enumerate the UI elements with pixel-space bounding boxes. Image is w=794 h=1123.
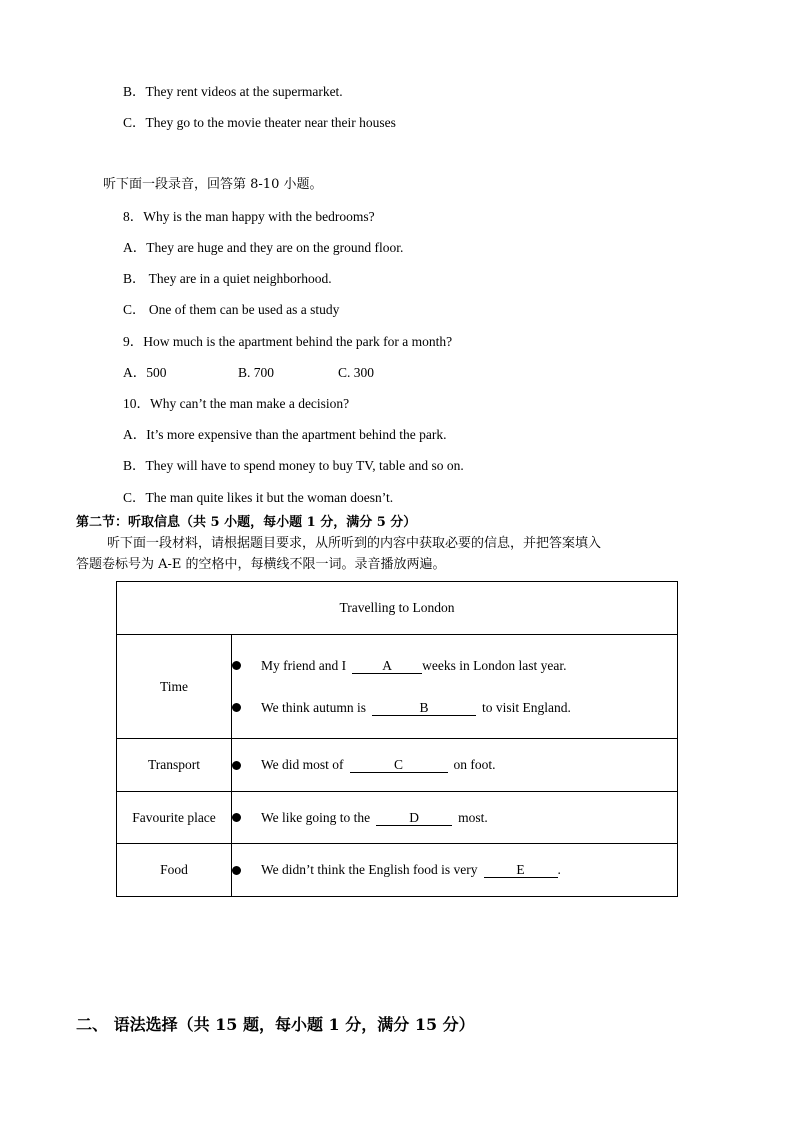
answer-blank-d[interactable]: D [376, 810, 452, 826]
q8-question: 8．Why is the man happy with the bedrooms? [123, 209, 375, 224]
table-row-time [117, 635, 678, 739]
row-label-time: Time [117, 635, 232, 739]
part2-instruction-line2: 答题卷标号为 A-E 的空格中，每横线不限一词。录音播放两遍。 [76, 557, 446, 572]
q10-option-a: A．It’s more expensive than the apartment behind the park. [123, 427, 447, 442]
part2-instruction-line1: 听下面一段材料，请根据题目要求，从所听到的内容中获取必要的信息，并把答案填入 [107, 536, 602, 551]
time-item-2: We think autumn is B to visit England. [232, 687, 677, 729]
answer-blank-c[interactable]: C [350, 757, 448, 773]
row-label-food: Food [117, 844, 232, 897]
transport-item: We did most of C on foot. [232, 744, 677, 786]
q10-question: 10．Why can’t the man make a decision? [123, 396, 350, 411]
table-row-food [117, 844, 678, 897]
answer-blank-b[interactable]: B [372, 700, 476, 716]
time-item-1: My friend and I A weeks in London last year. [232, 645, 677, 687]
table-row-favourite-place [117, 792, 678, 844]
part2-heading: 第二节：听取信息（共 5 小题，每小题 1 分，满分 5 分） [76, 515, 417, 530]
listening-intro: 听下面一段录音，回答第 8-10 小题。 [103, 177, 323, 192]
bullet-icon [232, 761, 241, 770]
q8-option-c: C． One of them can be used as a study [123, 302, 340, 317]
q9-option-a: A．500 [123, 365, 167, 380]
answer-blank-a[interactable]: A [352, 658, 422, 674]
table-title: Travelling to London [117, 582, 678, 635]
food-item: We didn’t think the English food is very E . [232, 849, 677, 891]
q9-option-c: C. 300 [338, 365, 375, 380]
favourite-place-item: We like going to the D most. [232, 797, 677, 839]
bullet-icon [232, 661, 241, 670]
q8-option-a: A．They are huge and they are on the ground floor. [123, 240, 404, 255]
grammar-section-heading: 二、 语法选择（共 15 题，每小题 1 分，满分 15 分） [76, 1015, 475, 1034]
q8-option-b: B． They are in a quiet neighborhood. [123, 271, 332, 286]
answer-blank-e[interactable]: E [484, 862, 558, 878]
bullet-icon [232, 813, 241, 822]
q9-option-b: B. 700 [238, 365, 275, 380]
travel-info-table [116, 581, 678, 897]
table-row-transport [117, 739, 678, 792]
bullet-icon [232, 703, 241, 712]
q9-question: 9．How much is the apartment behind the park for a month? [123, 334, 453, 349]
q7-option-b: B．They rent videos at the supermarket. [123, 84, 343, 99]
row-label-favourite-place: Favourite place [117, 792, 232, 844]
q10-option-b: B．They will have to spend money to buy TV, table and so on. [123, 458, 464, 473]
q7-option-c: C．They go to the movie theater near their houses [123, 115, 396, 130]
q10-option-c: C．The man quite likes it but the woman doesn’t. [123, 490, 394, 505]
row-label-transport: Transport [117, 739, 232, 792]
bullet-icon [232, 866, 241, 875]
